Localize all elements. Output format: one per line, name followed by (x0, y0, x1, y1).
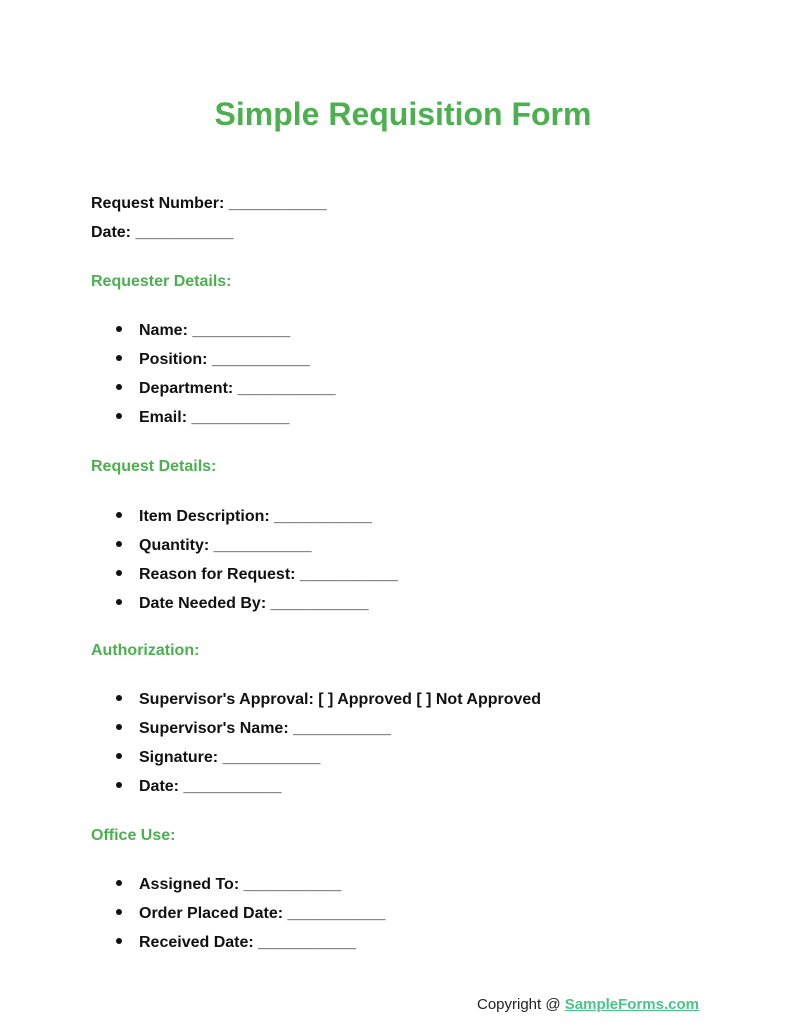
date-field: Date: ___________ (91, 224, 234, 241)
request-number-field: Request Number: ___________ (91, 195, 327, 212)
section-heading-requester: Requester Details: (91, 273, 232, 290)
section-heading-office-use: Office Use: (91, 827, 176, 844)
section-heading-authorization: Authorization: (91, 642, 200, 659)
section-heading-request: Request Details: (91, 458, 217, 475)
bullet-icon (116, 570, 122, 576)
list-item: Date Needed By: ___________ (114, 594, 368, 614)
bullet-icon (116, 541, 122, 547)
list-item: Item Description: ___________ (114, 507, 372, 527)
bullet-icon (116, 695, 122, 701)
bullet-icon (116, 413, 122, 419)
bullet-icon (116, 909, 122, 915)
list-item: Order Placed Date: ___________ (114, 904, 385, 924)
copyright-text: Copyright @ (477, 996, 565, 1013)
list-item: Reason for Request: ___________ (114, 565, 398, 585)
bullet-icon (116, 355, 122, 361)
list-item: Date: ___________ (114, 777, 281, 797)
bullet-icon (116, 326, 122, 332)
list-item: Supervisor's Approval: [ ] Approved [ ] Not Approved (114, 690, 541, 710)
bullet-icon (116, 782, 122, 788)
list-item: Supervisor's Name: ___________ (114, 719, 391, 739)
page-title: Simple Requisition Form (214, 96, 592, 132)
bullet-icon (116, 880, 122, 886)
copyright-footer (477, 996, 699, 1013)
bullet-icon (116, 938, 122, 944)
list-item: Name: ___________ (114, 321, 290, 341)
list-item: Signature: ___________ (114, 748, 320, 768)
list-item: Assigned To: ___________ (114, 875, 341, 895)
bullet-icon (116, 384, 122, 390)
list-item: Received Date: ___________ (114, 933, 356, 953)
list-item: Position: ___________ (114, 350, 310, 370)
list-item: Email: ___________ (114, 408, 289, 428)
bullet-icon (116, 512, 122, 518)
list-item: Quantity: ___________ (114, 536, 312, 556)
sampleforms-link[interactable]: SampleForms.com (564, 996, 699, 1013)
bullet-icon (116, 753, 122, 759)
bullet-icon (116, 724, 122, 730)
bullet-icon (116, 599, 122, 605)
list-item: Department: ___________ (114, 379, 336, 399)
